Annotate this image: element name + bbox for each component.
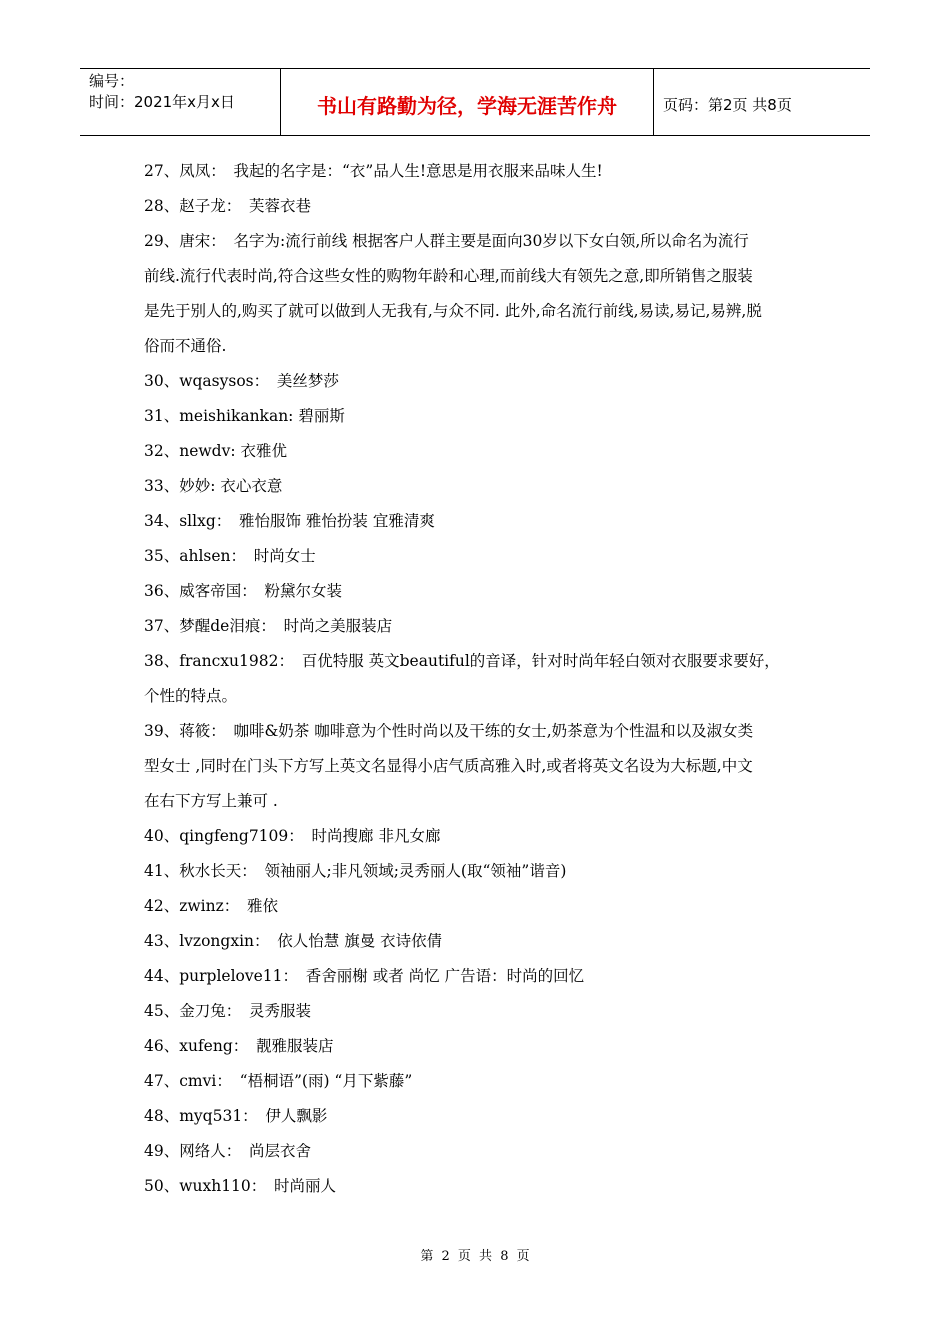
text-line: 43、lvzongxin： 依人怡慧 旗曼 衣诗依倩 [144, 932, 443, 950]
text-line: 30、wqasysos： 美丝梦莎 [144, 372, 339, 390]
text-line: 37、梦醒de泪痕： 时尚之美服装店 [144, 617, 393, 635]
text-line: 个性的特点。 [144, 687, 238, 705]
text-line: 在右下方写上兼可 . [144, 792, 278, 810]
text-line: 49、网络人： 尚层衣舍 [144, 1142, 311, 1160]
text-line: 33、妙妙: 衣心衣意 [144, 477, 283, 495]
text-line: 44、purplelove11： 香舍丽榭 或者 尚忆 广告语：时尚的回忆 [144, 967, 585, 985]
motto-text: 书山有路勤为径，学海无涯苦作舟 [317, 93, 617, 118]
text-line: 34、sllxg： 雅怡服饰 雅怡扮装 宜雅清爽 [144, 512, 435, 530]
text-line: 是先于别人的,购买了就可以做到人无我有,与众不同. 此外,命名流行前线,易读,易记,易辨,脱 [144, 302, 762, 320]
text-line: 50、wuxh110： 时尚丽人 [144, 1177, 337, 1195]
text-line: 42、zwinz： 雅依 [144, 897, 279, 915]
text-line: 35、ahlsen： 时尚女士 [144, 547, 316, 565]
document-body [144, 154, 810, 1204]
text-line: 36、威客帝国： 粉黛尔女装 [144, 582, 342, 600]
text-line: 46、xufeng： 靓雅服装店 [144, 1037, 334, 1055]
text-line: 40、qingfeng7109： 时尚搜廊 非凡女廊 [144, 827, 441, 845]
text-line: 48、myq531： 伊人飘影 [144, 1107, 328, 1125]
header-info-cell [80, 69, 281, 135]
page-footer: 第 2 页 共 8 页 [420, 1249, 530, 1264]
text-line: 31、meishikankan: 碧丽斯 [144, 407, 345, 425]
page-label: 页码：第2页 共8页 [663, 95, 792, 114]
text-line: 41、秋水长天： 领袖丽人;非凡领域;灵秀丽人(取“领袖”谐音) [144, 862, 567, 880]
time-label: 时间：2021年x月x日 [89, 93, 235, 111]
text-line: 型女士 ,同时在门头下方写上英文名显得小店气质高雅入时,或者将英文名设为大标题,中文 [144, 757, 753, 775]
header-motto-cell [281, 69, 654, 135]
text-line: 38、francxu1982： 百优特服 英文beautiful的音译，针对时尚年轻白领对衣服要求要好， [144, 652, 780, 670]
text-line: 47、cmvi： “梧桐语”(雨) “月下紫藤” [144, 1072, 413, 1090]
document-header [80, 68, 870, 136]
text-line: 32、newdv: 衣雅优 [144, 442, 287, 460]
text-line: 27、凤凤： 我起的名字是：“衣”品人生!意思是用衣服来品味人生! [144, 162, 603, 180]
number-label: 编号： [89, 72, 135, 90]
text-line: 45、金刀兔： 灵秀服装 [144, 1002, 311, 1020]
text-line: 28、赵子龙： 芙蓉衣巷 [144, 197, 311, 215]
text-line: 俗而不通俗. [144, 337, 227, 355]
text-line: 29、唐宋： 名字为:流行前线 根据客户人群主要是面向30岁以下女白领,所以命名为流行 [144, 232, 749, 250]
text-line: 前线.流行代表时尚,符合这些女性的购物年龄和心理,而前线大有领先之意,即所销售之服装 [144, 267, 753, 285]
text-line: 39、蒋筱： 咖啡&奶茶 咖啡意为个性时尚以及干练的女士,奶茶意为个性温和以及淑女类 [144, 722, 754, 740]
header-page-cell [654, 69, 870, 135]
